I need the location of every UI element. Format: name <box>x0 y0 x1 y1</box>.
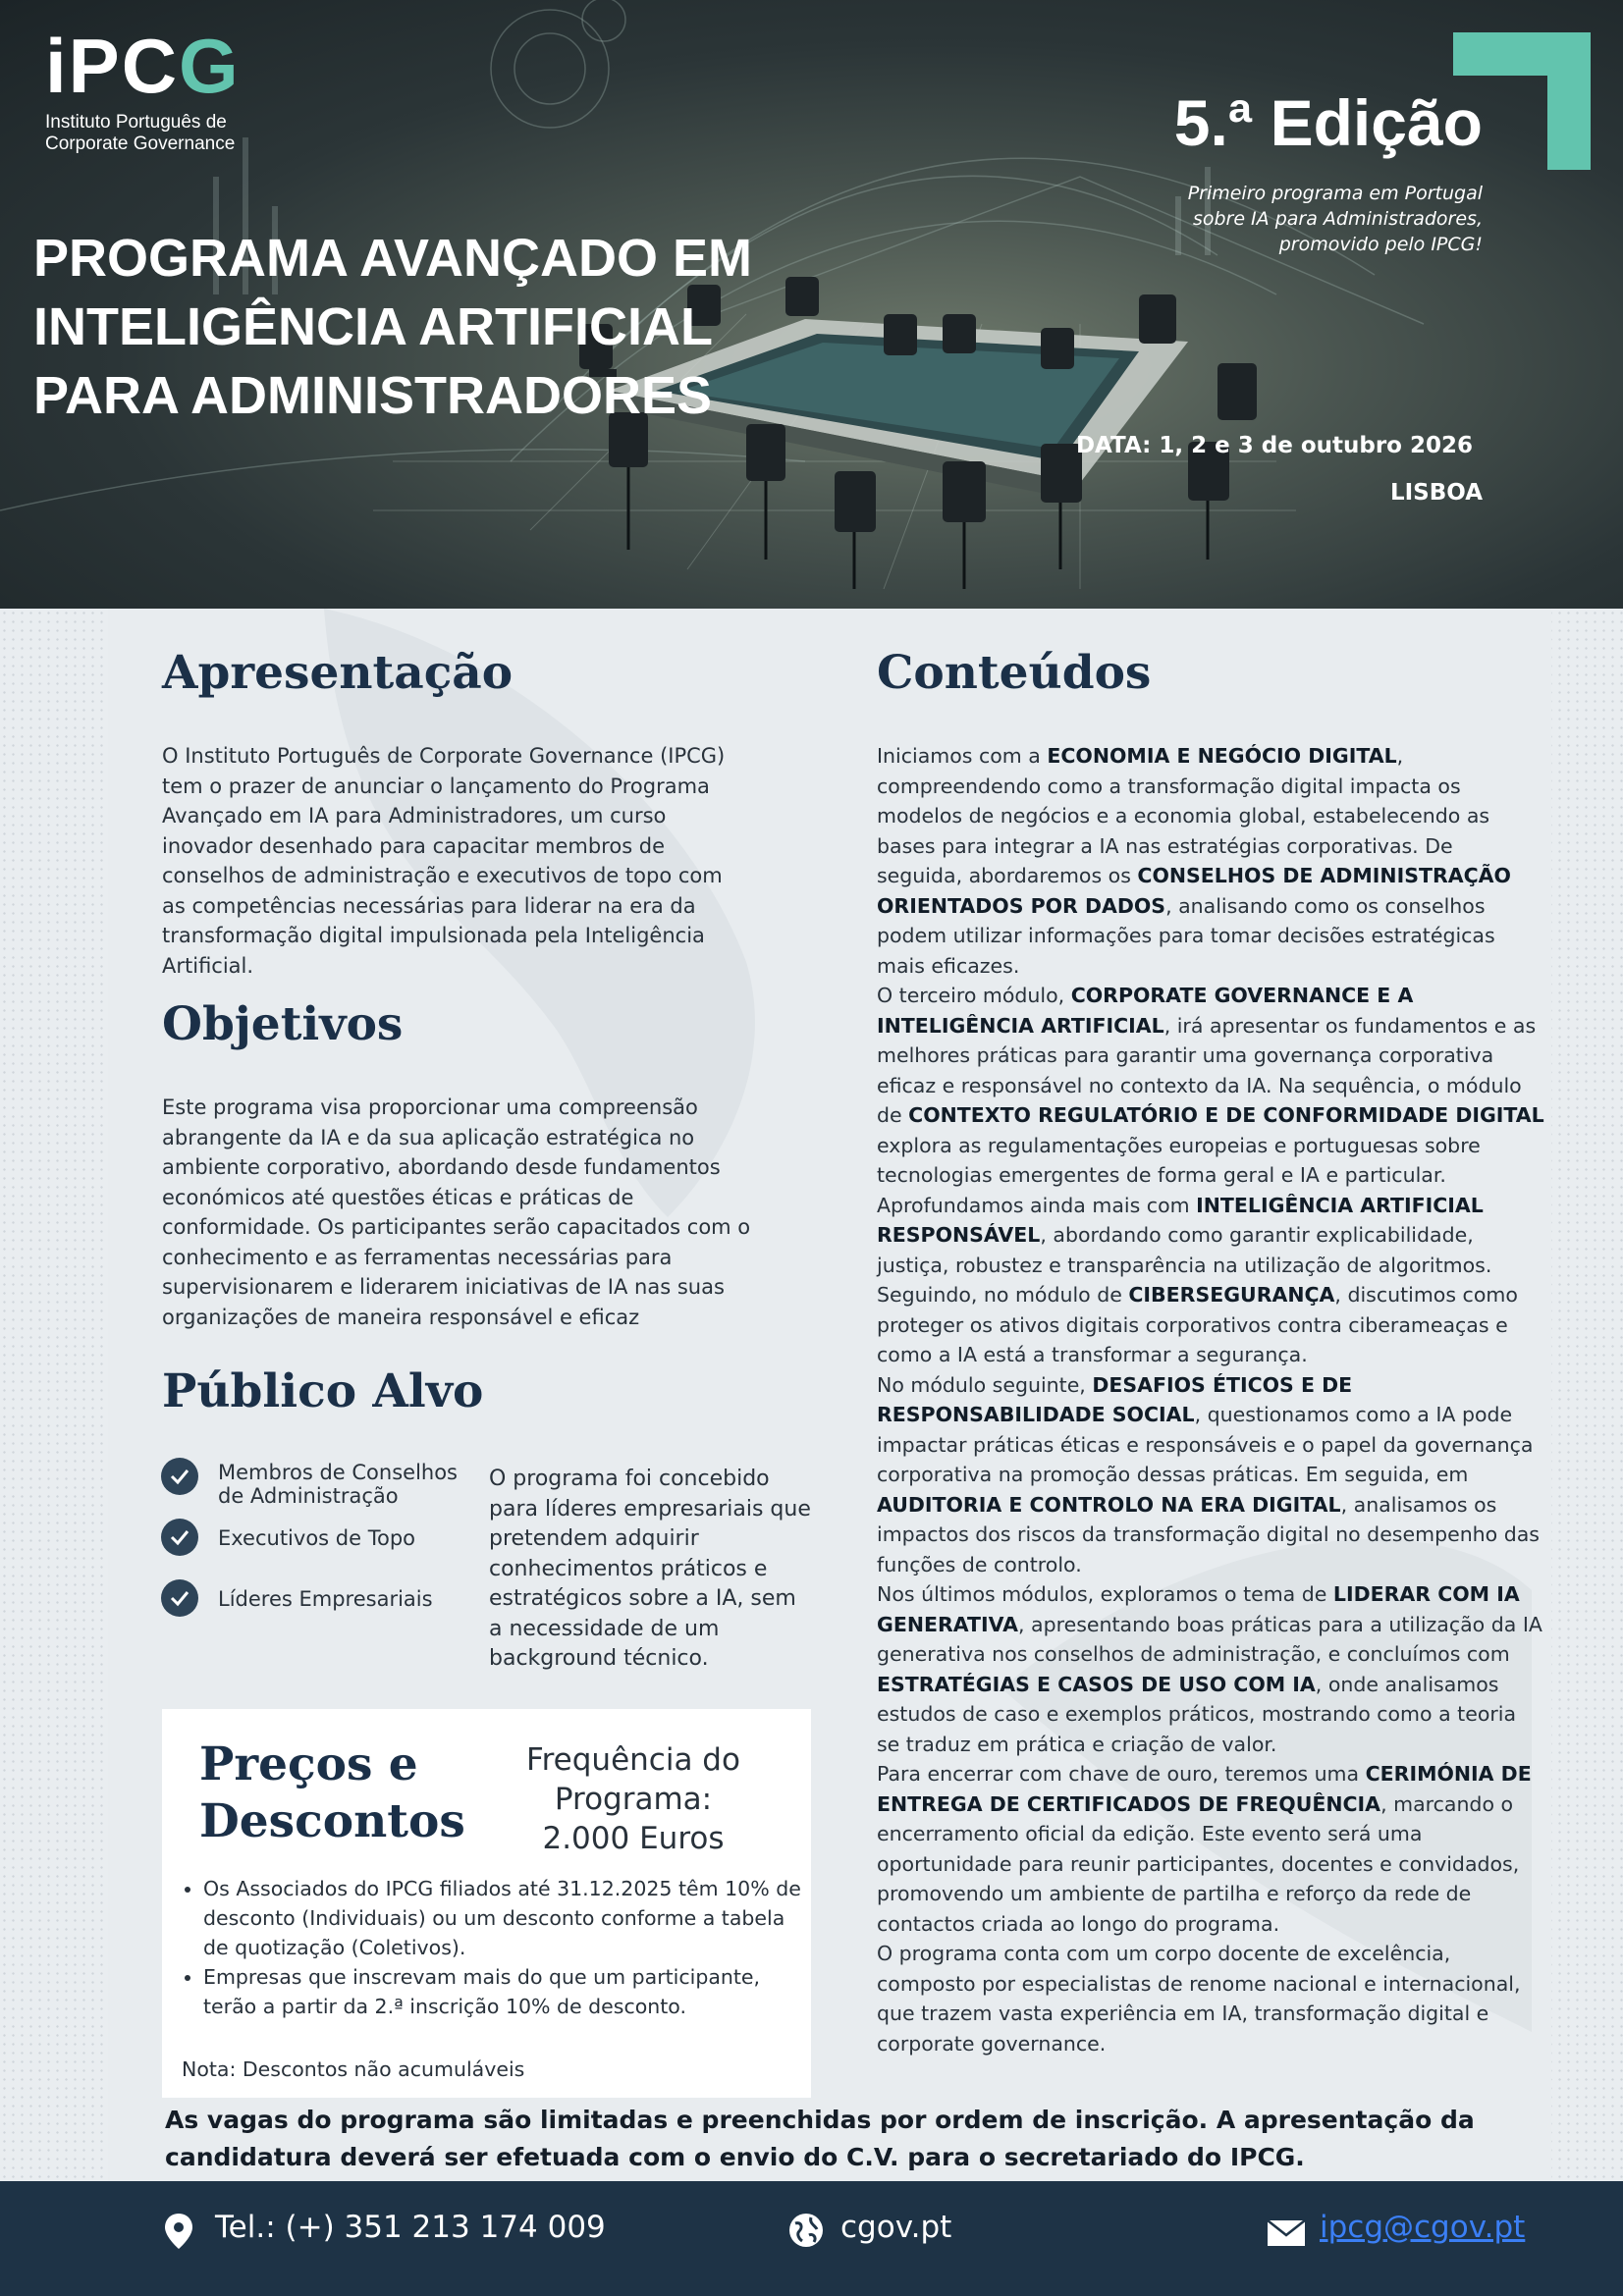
hero-banner <box>0 0 1623 609</box>
edition-subtitle: Primeiro programa em Portugal sobre IA para Administradores, promovido pelo IPCG! <box>1187 183 1483 255</box>
edition-label: 5.ª Edição <box>1173 86 1483 159</box>
pricing-heading: Preços e Descontos <box>199 1737 465 1848</box>
pricing-box <box>162 1709 811 2098</box>
objetivos-heading: Objetivos <box>162 997 404 1051</box>
conteudos-paragraph: Seguindo, no módulo de CIBERSEGURANÇA, discutimos como proteger os ativos digitais corporativos contra ciberameaças e como a IA está a transformar a segurança. <box>877 1283 1518 1366</box>
program-price: Frequência do Programa: 2.000 Euros <box>526 1742 740 1856</box>
program-title: PROGRAMA AVANÇADO EM INTELIGÊNCIA ARTIFICIAL PARA ADMINISTRADORES <box>33 229 752 425</box>
contact-footer: Tel.: (+) 351 213 174 009 cgov.pt ipcg@cgov.pt <box>0 2181 1623 2296</box>
apresentacao-heading: Apresentação <box>162 646 514 700</box>
globe-icon <box>787 2212 825 2259</box>
check-circle-icon <box>161 1458 198 1495</box>
logo-subtitle: Instituto Português de Corporate Governance <box>45 112 236 154</box>
application-notice: As vagas do programa são limitadas e preenchidas por ordem de inscrição. A apresentação da candidatura deverá ser efetuada com o envio do C.V. para o secretariado do IPCG. <box>165 2106 1475 2171</box>
pricing-note: Nota: Descontos não acumuláveis <box>182 2057 525 2081</box>
conteudos-paragraph: Nos últimos módulos, exploramos o tema de LIDERAR COM IA GENERATIVA, apresentando boas práticas para a utilização da IA generativa nos conselhos de administração, e concluímos com ESTRATÉGIAS E CASOS DE USO COM IA, onde analisamos estudos de caso e exemplos práticos, mostrando como a teoria se traduz em prática e criação de valor. <box>877 1582 1542 1756</box>
audience-description: O programa foi concebido para líderes empresariais que pretendem adquirir conhecimentos práticos e estratégicos sobre a IA, sem a necessidade de um background técnico. <box>489 1467 811 1671</box>
location-pin-icon <box>162 2212 195 2261</box>
conteudos-paragraph: O programa conta com um corpo docente de excelência, composto por especialistas de renome nacional e internacional, que trazem vasta experiência em IA, transformação digital e corporate governance. <box>877 1942 1521 2056</box>
event-date: DATA: 1, 2 e 3 de outubro 2026 <box>1075 433 1473 458</box>
apresentacao-text: O Instituto Português de Corporate Governance (IPCG) tem o prazer de anunciar o lançamento do Programa Avançado em IA para Administradores, um curso inovador desenhado para capacitar membros de conselhos de administração e executivos de topo com as competências necessárias para liderar na era da transformação digital impulsionada pela Inteligência Artificial. <box>162 744 726 978</box>
conteudos-paragraph: Para encerrar com chave de ouro, teremos uma CERIMÓNIA DE ENTREGA DE CERTIFICADOS DE FREQUÊNCIA, marcando o encerramento oficial da edição. Este evento será uma oportunidade para reunir participantes, docentes e convidados, promovendo um ambiente de partilha e reforço da rede de contactos criada ao longo do programa. <box>877 1762 1532 1936</box>
logo-wordmark: iPCG <box>45 23 241 109</box>
ipcg-logo <box>45 23 241 155</box>
conteudos-text <box>877 741 1544 2058</box>
event-city: LISBOA <box>1389 480 1483 506</box>
objetivos-text: Este programa visa proporcionar uma compreensão abrangente da IA e da sua aplicação estratégica no ambiente corporativo, abordando desde fundamentos económicos até questões éticas e práticas de conformidade. Os participantes serão capacitados com o conhecimento e as ferramentas necessárias para supervisionarem e liderarem iniciativas de IA nas suas organizações de maneira responsável e eficaz <box>162 1095 751 1329</box>
discount-list <box>182 1874 812 2021</box>
audience-item: Membros de Conselhos de Administração <box>161 1458 485 1517</box>
conteudos-paragraph: Iniciamos com a ECONOMIA E NEGÓCIO DIGITAL, compreendendo como a transformação digital impacta os modelos de negócios e a economia global, estabelecendo as bases para integrar a IA nas estratégias corporativas. De seguida, abordaremos os CONSELHOS DE ADMINISTRAÇÃO ORIENTADOS POR DADOS, analisando como os conselhos podem utilizar informações para tomar decisões estratégicas mais eficazes. <box>877 744 1511 978</box>
publico-heading: Público Alvo <box>162 1364 484 1418</box>
check-circle-icon <box>161 1519 198 1556</box>
check-circle-icon <box>161 1579 198 1617</box>
envelope-icon <box>1267 2217 1306 2257</box>
discount-item: • Os Associados do IPCG filiados até 31.12.2025 têm 10% de desconto (Individuais) ou um desconto conforme a tabela de quotização (Coletivos). <box>203 1874 812 1962</box>
conteudos-paragraph: Aprofundamos ainda mais com INTELIGÊNCIA ARTIFICIAL RESPONSÁVEL, abordando como garantir explicabilidade, justiça, robustez e transparência na utilização de algoritmos. <box>877 1193 1492 1277</box>
discount-item: • Empresas que inscrevam mais do que um participante, terão a partir da 2.ª inscrição 10% de desconto. <box>203 1962 812 2021</box>
conteudos-heading: Conteúdos <box>877 646 1152 700</box>
audience-item: Executivos de Topo <box>161 1519 485 1577</box>
conteudos-paragraph: No módulo seguinte, DESAFIOS ÉTICOS E DE RESPONSABILIDADE SOCIAL, questionamos como a IA pode impactar práticas éticas e responsáveis e o papel da governança corporativa na promoção dessas práticas. Em seguida, em AUDITORIA E CONTROLO NA ERA DIGITAL, analisamos os impactos dos riscos da transformação digital no desempenho das funções de controlo. <box>877 1372 1540 1576</box>
conteudos-paragraph: O terceiro módulo, CORPORATE GOVERNANCE E A INTELIGÊNCIA ARTIFICIAL, irá apresentar os fundamentos e as melhores práticas para garantir uma governança corporativa eficaz e responsável no contexto da IA. Na sequência, o módulo de CONTEXTO REGULATÓRIO E DE CONFORMIDADE DIGITAL explora as regulamentações europeias e portuguesas sobre tecnologias emergentes de forma geral e IA e particular. <box>877 984 1544 1187</box>
audience-item: Líderes Empresariais <box>161 1579 485 1638</box>
